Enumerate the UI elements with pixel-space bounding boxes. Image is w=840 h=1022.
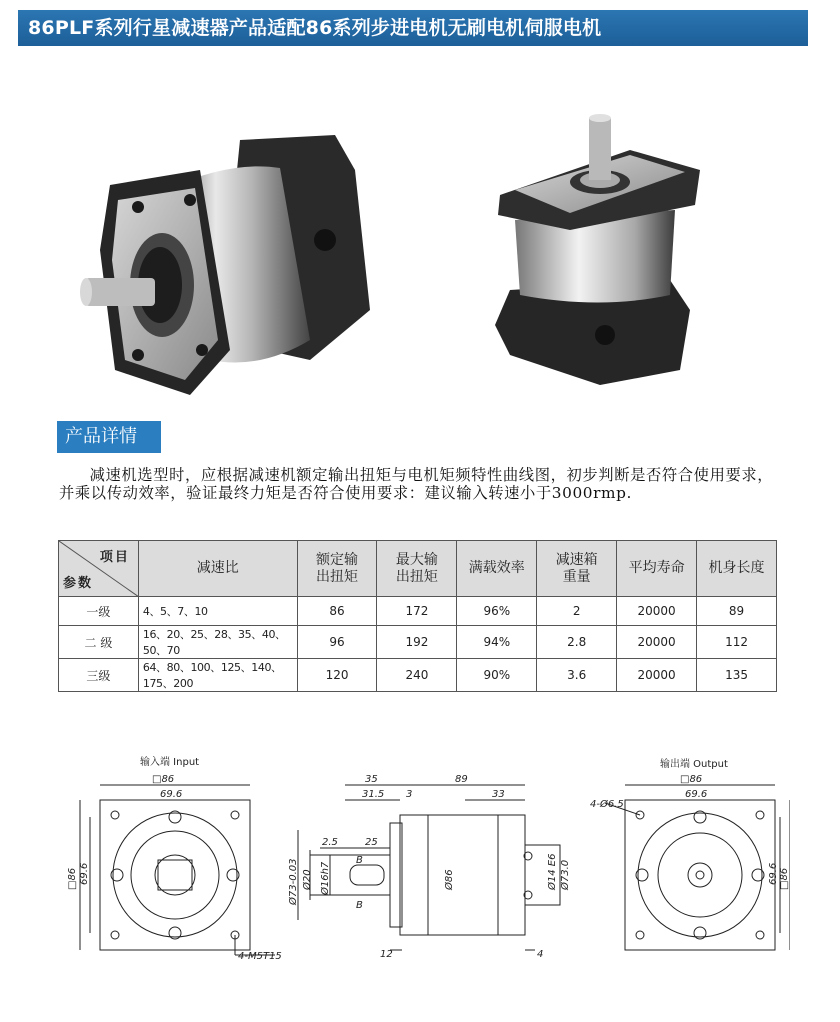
output-vbox-dim: □86 — [779, 867, 790, 890]
length-cell: 135 — [697, 659, 777, 692]
side-dim-12: 12 — [380, 949, 393, 960]
table-corner-header — [59, 541, 139, 597]
rated-torque-cell: 96 — [297, 626, 377, 659]
section-title: 产品详情 — [57, 421, 161, 453]
header-max-torque-line2: 出扭矩 — [395, 568, 438, 585]
max-torque-cell: 240 — [377, 659, 457, 692]
input-view-title: 输入端 Input — [140, 757, 200, 768]
header-max-torque-line1: 最大输 — [395, 551, 438, 568]
input-box-dim: □86 — [152, 774, 175, 785]
spec-table — [58, 540, 777, 692]
input-pcd-dim: 69.6 — [160, 789, 183, 800]
header-rated-torque-line2: 出扭矩 — [316, 568, 359, 585]
side-dim-phi16: Ø16h7 — [320, 861, 331, 895]
table-row — [59, 626, 777, 659]
stage-cell: 三级 — [59, 659, 139, 692]
ratio-cell: 4、5、7、10 — [138, 597, 297, 626]
header-max-torque — [377, 541, 457, 597]
table-row — [59, 659, 777, 692]
gearbox-photo-left — [80, 135, 370, 395]
technical-drawings — [60, 745, 790, 975]
gearbox-photo-right — [495, 114, 700, 385]
output-view-title: 输出端 Output — [660, 759, 728, 770]
page-banner: 86PLF系列行星减速器产品适配86系列步进电机无刷电机伺服电机 — [18, 10, 808, 46]
header-life: 平均寿命 — [617, 541, 697, 597]
side-dim-phi73b: Ø73.0 — [560, 859, 571, 890]
output-pcd-dim: 69.6 — [685, 789, 708, 800]
length-cell: 112 — [697, 626, 777, 659]
efficiency-cell: 96% — [457, 597, 537, 626]
rated-torque-cell: 120 — [297, 659, 377, 692]
stage-cell: 一级 — [59, 597, 139, 626]
life-cell: 20000 — [617, 597, 697, 626]
header-weight-line2: 重量 — [562, 568, 591, 585]
side-dim-phi14: Ø14 E6 — [547, 853, 558, 890]
input-vbox-dim: □86 — [67, 867, 78, 890]
side-dim-phi73: Ø73-0.03 — [288, 858, 299, 905]
header-rated-torque — [297, 541, 377, 597]
efficiency-cell: 90% — [457, 659, 537, 692]
ratio-cell: 16、20、25、28、35、40、50、70 — [138, 626, 297, 659]
input-vpcd-dim: 69.6 — [79, 862, 90, 885]
header-length: 机身长度 — [697, 541, 777, 597]
max-torque-cell: 192 — [377, 626, 457, 659]
length-cell: 89 — [697, 597, 777, 626]
side-key-b-bottom: B — [356, 900, 363, 911]
weight-cell: 2 — [537, 597, 617, 626]
side-dim-3: 3 — [406, 789, 413, 800]
weight-cell: 2.8 — [537, 626, 617, 659]
input-view-drawing — [80, 785, 275, 955]
rated-torque-cell: 86 — [297, 597, 377, 626]
side-dim-4: 4 — [537, 949, 544, 960]
side-dim-2-5: 2.5 — [322, 837, 338, 848]
header-efficiency: 满载效率 — [457, 541, 537, 597]
corner-top-label: 项目 — [99, 550, 130, 565]
life-cell: 20000 — [617, 626, 697, 659]
output-vpcd-dim: 69.6 — [768, 862, 779, 885]
weight-cell: 3.6 — [537, 659, 617, 692]
output-view-drawing — [605, 785, 790, 950]
output-holes-dim: 4-Ø6.5 — [590, 799, 624, 810]
side-dim-25: 25 — [365, 837, 378, 848]
max-torque-cell: 172 — [377, 597, 457, 626]
side-dim-89: 89 — [455, 774, 468, 785]
ratio-cell: 64、80、100、125、140、175、200 — [138, 659, 297, 692]
output-box-dim: □86 — [680, 774, 703, 785]
life-cell: 20000 — [617, 659, 697, 692]
side-view-drawing — [298, 785, 560, 950]
product-photos — [70, 110, 770, 410]
header-weight — [537, 541, 617, 597]
side-dim-phi20: Ø20 — [302, 869, 313, 890]
stage-cell: 二 级 — [59, 626, 139, 659]
side-dim-33: 33 — [492, 789, 505, 800]
selection-guide-text: 减速机选型时，应根据减速机额定输出扭矩与电机矩频特性曲线图，初步判断是否符合使用要求，并乘以传动效率，验证最终力矩是否符合使用要求：建议输入转速小于3000rmp. — [59, 466, 774, 502]
header-ratio: 减速比 — [138, 541, 297, 597]
table-row — [59, 597, 777, 626]
side-key-b-top: B — [356, 855, 363, 866]
input-screw-dim: 4-M5T15 — [238, 951, 282, 962]
side-dim-35: 35 — [365, 774, 378, 785]
corner-bottom-label: 参数 — [63, 576, 94, 591]
header-weight-line1: 减速箱 — [555, 551, 598, 568]
side-dim-phi86: Ø86 — [444, 869, 455, 890]
side-dim-315: 31.5 — [362, 789, 385, 800]
header-rated-torque-line1: 额定输 — [316, 551, 359, 568]
efficiency-cell: 94% — [457, 626, 537, 659]
